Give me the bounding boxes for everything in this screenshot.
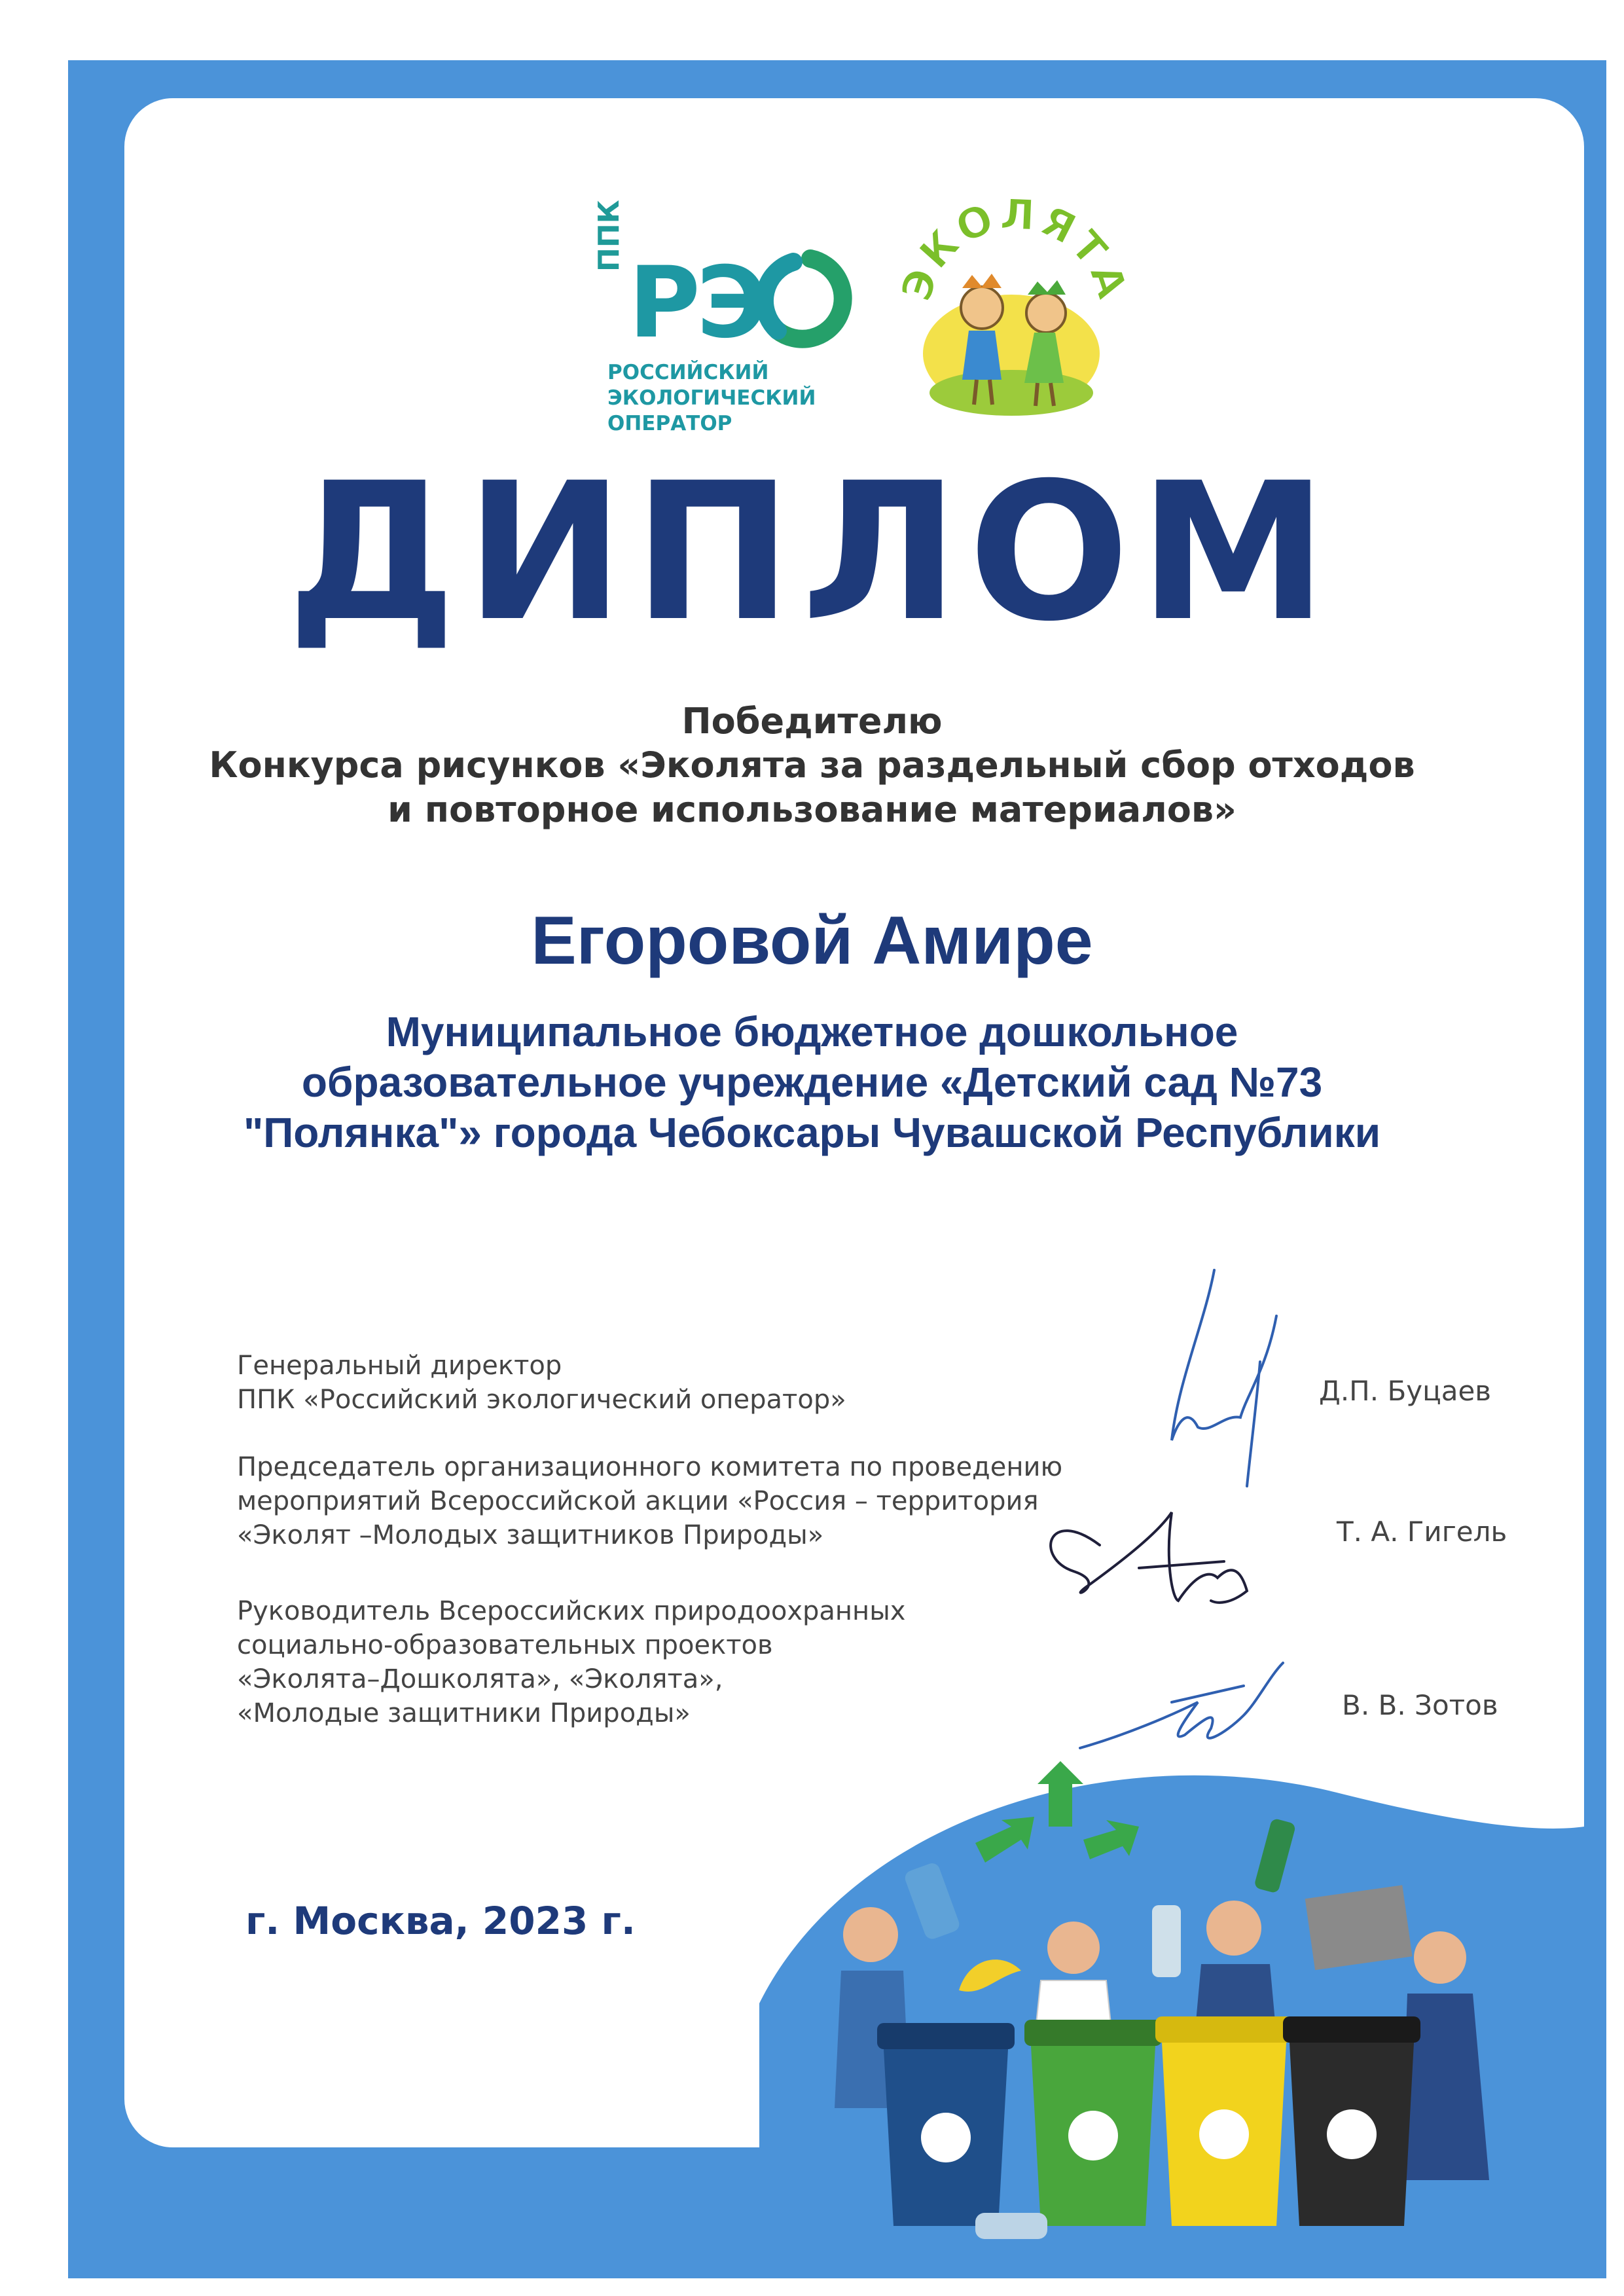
reo-logo-prefix: ППК <box>592 200 626 272</box>
diploma-title: ДИПЛОМ <box>287 443 1337 663</box>
award-intro <box>0 702 1624 834</box>
signatory-role <box>237 1450 1062 1552</box>
award-intro-line: и повторное использование материалов» <box>388 788 1236 830</box>
signatory-role <box>237 1594 905 1730</box>
reo-logo-subtitle-line: ЭКОЛОГИЧЕСКИЙ <box>607 386 816 410</box>
winner-name: Егоровой Амире <box>531 903 1093 979</box>
place-date: г. Москва, 2023 г. <box>245 1899 636 1943</box>
signatory-role-line: Председатель организационного комитета по проведению <box>237 1452 1063 1482</box>
signatory-role-line: социально-образовательных проектов <box>237 1630 773 1660</box>
signatory-role <box>237 1349 846 1417</box>
award-intro-line: Победителю <box>681 701 943 742</box>
signatory-role-line: мероприятий Всероссийской акции «Россия – территория <box>237 1486 1039 1516</box>
signatory-role-line: «Эколята–Дошколята», «Эколята», <box>237 1664 723 1694</box>
signatory-role-line: Руководитель Всероссийских природоохранных <box>237 1596 906 1626</box>
organization-line: Муниципальное бюджетное дошкольное <box>386 1008 1238 1055</box>
organization-line: образовательное учреждение «Детский сад №73 <box>301 1058 1323 1106</box>
organization-name <box>0 1007 1624 1157</box>
reo-logo-letters: РЭ <box>628 246 765 360</box>
signatory-role-line: «Эколят –Молодых защитников Природы» <box>237 1520 824 1550</box>
signatory-name: В. В. Зотов <box>1342 1689 1498 1721</box>
signatory-name: Д.П. Буцаев <box>1319 1375 1492 1407</box>
reo-logo-subtitle-line: РОССИЙСКИЙ <box>607 361 769 384</box>
organization-line: "Полянка"» города Чебоксары Чувашской Республики <box>243 1108 1381 1156</box>
award-intro-line: Конкурса рисунков «Эколята за раздельный сбор отходов <box>209 744 1415 786</box>
signatory-role-line: ППК «Российский экологический оператор» <box>237 1385 846 1415</box>
signatory-role-line: Генеральный директор <box>237 1351 562 1381</box>
ekolyata-logo-text: ЭКОЛЯТА <box>892 190 1137 307</box>
signatory-name: Т. А. Гигель <box>1337 1516 1507 1548</box>
reo-logo-subtitle-line: ОПЕРАТОР <box>607 411 732 435</box>
signatory-role-line: «Молодые защитники Природы» <box>237 1698 691 1728</box>
